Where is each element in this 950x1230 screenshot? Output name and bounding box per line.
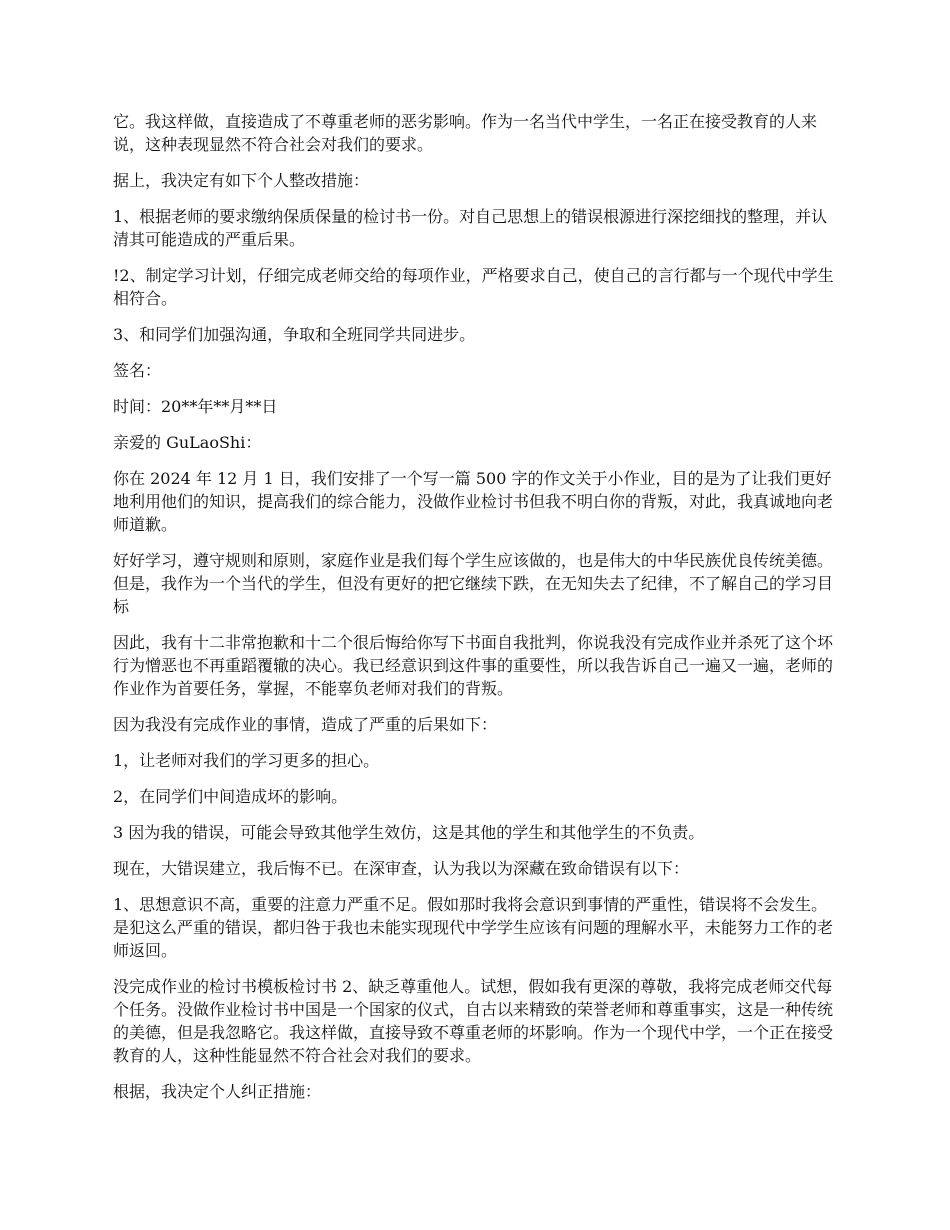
paragraph: 1、思想意识不高，重要的注意力严重不足。假如那时我将会意识到事情的严重性，错误将不会发生。是犯这么严重的错误，都归咎于我也未能实现现代中学学生应该有问题的理解水平，未能努力工作的老师返回。 xyxy=(113,895,834,960)
list-item: 1，让老师对我们的学习更多的担心。 xyxy=(113,751,380,770)
document-body xyxy=(113,110,840,1116)
salutation: 亲爱的 GuLaoShi： xyxy=(113,433,262,452)
paragraph: 没完成作业的检讨书模板检讨书 2、缺乏尊重他人。试想，假如我有更深的尊敬，我将完成老师交代每个任务。没做作业检讨书中国是一个国家的仪式，自古以来精致的荣誉老师和尊重事实，这是一种传统的美德，但是我忽略它。我这样做，直接导致不尊重老师的坏影响。作为一个现代中学，一个正在接受教育的人，这种性能显然不符合社会对我们的要求。 xyxy=(113,977,834,1065)
list-item: 2，在同学们中间造成坏的影响。 xyxy=(113,787,348,806)
paragraph: 根据，我决定个人纠正措施： xyxy=(113,1082,322,1101)
paragraph: 1、根据老师的要求缴纳保质保量的检讨书一份。对自己思想上的错误根源进行深挖细找的整理，并认清其可能造成的严重后果。 xyxy=(113,207,828,249)
date-line: 时间：20**年**月**日 xyxy=(113,397,278,416)
paragraph: 好好学习，遵守规则和原则，家庭作业是我们每个学生应该做的，也是伟大的中华民族优良传统美德。但是，我作为一个当代的学生，但没有更好的把它继续下跌，在无知失去了纪律，不了解自己的学习目标 xyxy=(113,551,834,616)
signature-line: 签名： xyxy=(113,361,162,380)
paragraph: 3、和同学们加强沟通，争取和全班同学共同进步。 xyxy=(113,325,476,344)
paragraph: 因此，我有十二非常抱歉和十二个很后悔给你写下书面自我批判，你说我没有完成作业并杀死了这个坏行为憎恶也不再重蹈覆辙的决心。我已经意识到这件事的重要性，所以我告诉自己一遍又一遍，老师的作业作为首要任务，掌握，不能辜负老师对我们的背叛。 xyxy=(113,633,834,698)
paragraph: 你在 2024 年 12 月 1 日，我们安排了一个写一篇 500 字的作文关于小作业，目的是为了让我们更好地利用他们的知识，提高我们的综合能力，没做作业检讨书但我不明白你的背叛，对此，我真诚地向老师道歉。 xyxy=(113,469,834,534)
paragraph: 因为我没有完成作业的事情，造成了严重的后果如下： xyxy=(113,715,498,734)
paragraph: !2、制定学习计划，仔细完成老师交给的每项作业，严格要求自己，使自己的言行都与一个现代中学生相符合。 xyxy=(113,266,834,308)
paragraph: 据上，我决定有如下个人整改措施： xyxy=(113,171,370,190)
paragraph: 它。我这样做，直接造成了不尊重老师的恶劣影响。作为一名当代中学生，一名正在接受教育的人来说，这种表现显然不符合社会对我们的要求。 xyxy=(113,112,818,154)
paragraph: 现在，大错误建立，我后悔不已。在深审查，认为我以为深藏在致命错误有以下： xyxy=(113,859,690,878)
list-item: 3 因为我的错误，可能会导致其他学生效仿，这是其他的学生和其他学生的不负责。 xyxy=(113,823,705,842)
